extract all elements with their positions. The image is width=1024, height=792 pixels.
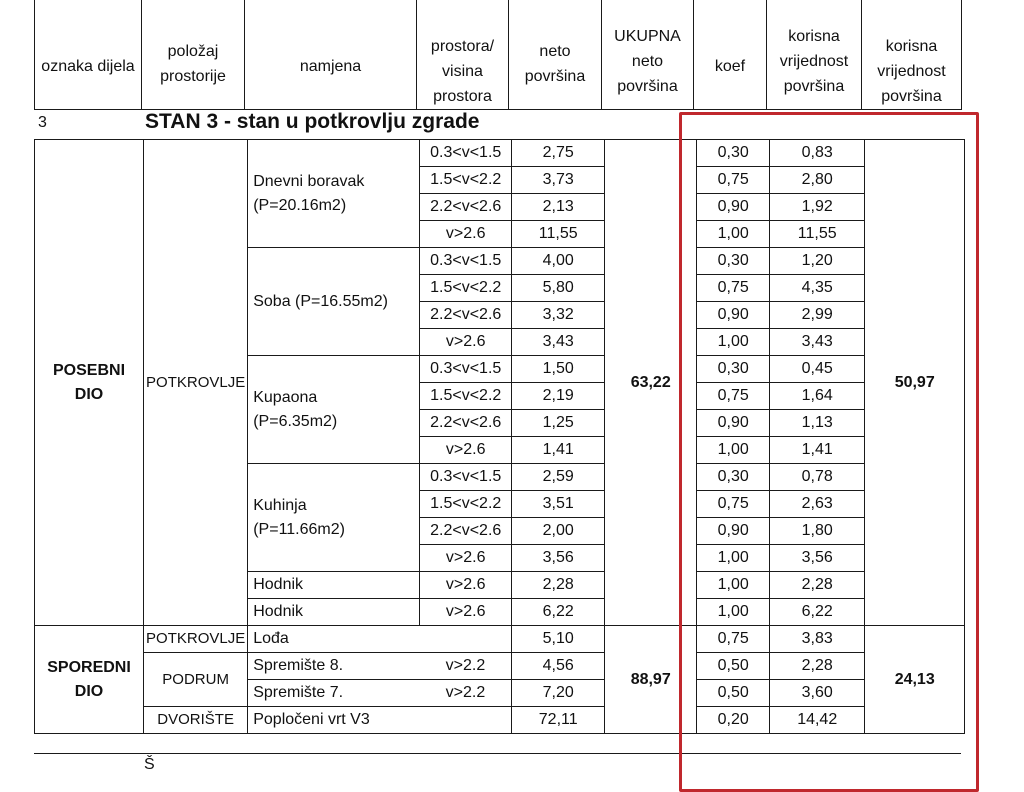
header-neto: neto površina	[509, 0, 602, 110]
korisna-cell: 3,83	[770, 626, 865, 653]
range-cell: v>2.2	[420, 653, 512, 680]
korisna-cell: 0,45	[770, 356, 865, 383]
koef-cell: 1,00	[697, 599, 770, 626]
posebni-total-korisna: 50,97	[865, 140, 965, 626]
header-korisna: korisna vrijednost površina	[767, 0, 862, 110]
koef-cell: 1,00	[697, 572, 770, 599]
table-row	[35, 707, 965, 734]
header-namjena: namjena	[245, 0, 417, 110]
range-cell: 1.5<v<2.2	[420, 167, 512, 194]
neto-cell: 1,41	[512, 437, 605, 464]
neto-cell: 2,00	[512, 518, 605, 545]
neto-cell: 2,59	[512, 464, 605, 491]
room-name: Kupaona (P=6.35m2)	[248, 356, 420, 464]
neto-cell: 4,56	[512, 653, 605, 680]
koef-cell: 0,20	[697, 707, 770, 734]
range-cell: 0.3<v<1.5	[420, 464, 512, 491]
range-cell: 2.2<v<2.6	[420, 194, 512, 221]
header-oznaka: oznaka dijela	[35, 0, 142, 110]
range-cell: 0.3<v<1.5	[420, 248, 512, 275]
range-cell: 0.3<v<1.5	[420, 140, 512, 167]
room-name: Soba (P=16.55m2)	[248, 248, 420, 356]
koef-cell: 0,50	[697, 680, 770, 707]
koef-cell: 0,30	[697, 248, 770, 275]
room-name: Dnevni boravak (P=20.16m2)	[248, 140, 420, 248]
neto-cell: 3,43	[512, 329, 605, 356]
neto-cell: 5,10	[512, 626, 605, 653]
neto-cell: 2,13	[512, 194, 605, 221]
korisna-cell: 1,41	[770, 437, 865, 464]
header-koef: koef	[694, 0, 767, 110]
korisna-cell: 2,99	[770, 302, 865, 329]
koef-cell: 1,00	[697, 545, 770, 572]
koef-cell: 0,30	[697, 356, 770, 383]
range-cell: v>2.2	[420, 680, 512, 707]
range-cell: 0.3<v<1.5	[420, 356, 512, 383]
koef-cell: 0,90	[697, 410, 770, 437]
header-table	[34, 0, 962, 110]
posebni-label: POSEBNI DIO	[35, 140, 144, 626]
neto-cell: 3,56	[512, 545, 605, 572]
korisna-cell: 14,42	[770, 707, 865, 734]
range-cell: 1.5<v<2.2	[420, 275, 512, 302]
koef-cell: 0,75	[697, 275, 770, 302]
neto-cell: 5,80	[512, 275, 605, 302]
neto-cell: 3,32	[512, 302, 605, 329]
korisna-cell: 1,20	[770, 248, 865, 275]
range-cell: v>2.6	[420, 437, 512, 464]
posebni-total-neto: 63,22	[605, 140, 697, 626]
footer-fragment: Š	[144, 756, 155, 773]
range-cell: 1.5<v<2.2	[420, 491, 512, 518]
koef-cell: 0,90	[697, 302, 770, 329]
range-cell: 2.2<v<2.6	[420, 518, 512, 545]
range-cell: v>2.6	[420, 329, 512, 356]
range-cell: 1.5<v<2.2	[420, 383, 512, 410]
korisna-cell: 3,60	[770, 680, 865, 707]
room-name: Lođa	[248, 626, 512, 653]
koef-cell: 0,30	[697, 464, 770, 491]
koef-cell: 1,00	[697, 221, 770, 248]
korisna-cell: 0,83	[770, 140, 865, 167]
header-polozaj: položaj prostorije	[142, 0, 245, 110]
range-cell: v>2.6	[420, 599, 512, 626]
room-name: Kuhinja (P=11.66m2)	[248, 464, 420, 572]
korisna-cell: 2,63	[770, 491, 865, 518]
posebni-location: POTKROVLJE	[144, 140, 248, 626]
neto-cell: 2,19	[512, 383, 605, 410]
koef-cell: 0,90	[697, 518, 770, 545]
header-korisna-ukupna: korisna vrijednost površina	[862, 0, 962, 110]
neto-cell: 1,50	[512, 356, 605, 383]
table-row	[35, 653, 965, 680]
range-cell: v>2.6	[420, 545, 512, 572]
range-cell: v>2.6	[420, 572, 512, 599]
range-cell: 2.2<v<2.6	[420, 302, 512, 329]
neto-cell: 2,75	[512, 140, 605, 167]
table-row	[35, 626, 965, 653]
section-title: STAN 3 - stan u potkrovlju zgrade	[145, 110, 480, 133]
room-name: Spremište 7.	[248, 680, 420, 707]
koef-cell: 0,75	[697, 167, 770, 194]
koef-cell: 0,30	[697, 140, 770, 167]
sporedni-total-neto: 88,97	[605, 626, 697, 734]
korisna-cell: 1,92	[770, 194, 865, 221]
sporedni-total-korisna: 24,13	[865, 626, 965, 734]
koef-cell: 1,00	[697, 329, 770, 356]
neto-cell: 72,11	[512, 707, 605, 734]
room-name: Hodnik	[248, 599, 420, 626]
korisna-cell: 2,80	[770, 167, 865, 194]
neto-cell: 3,73	[512, 167, 605, 194]
neto-cell: 4,00	[512, 248, 605, 275]
korisna-cell: 6,22	[770, 599, 865, 626]
neto-cell: 6,22	[512, 599, 605, 626]
sporedni-location-podrum: PODRUM	[144, 653, 248, 707]
section-number: 3	[38, 114, 47, 131]
neto-cell: 11,55	[512, 221, 605, 248]
area-table	[34, 139, 965, 734]
korisna-cell: 2,28	[770, 653, 865, 680]
range-cell: v>2.6	[420, 221, 512, 248]
korisna-cell: 11,55	[770, 221, 865, 248]
koef-cell: 0,90	[697, 194, 770, 221]
next-row-fragment	[34, 753, 961, 784]
range-cell: 2.2<v<2.6	[420, 410, 512, 437]
table-row	[35, 140, 965, 167]
room-name: Spremište 8.	[248, 653, 420, 680]
koef-cell: 0,50	[697, 653, 770, 680]
header-ukupna: UKUPNA neto površina	[602, 0, 694, 110]
sporedni-location-dvoriste: DVORIŠTE	[144, 707, 248, 734]
koef-cell: 0,75	[697, 383, 770, 410]
neto-cell: 3,51	[512, 491, 605, 518]
korisna-cell: 0,78	[770, 464, 865, 491]
korisna-cell: 3,56	[770, 545, 865, 572]
sporedni-label: SPOREDNI DIO	[35, 626, 144, 734]
korisna-cell: 4,35	[770, 275, 865, 302]
neto-cell: 7,20	[512, 680, 605, 707]
korisna-cell: 1,64	[770, 383, 865, 410]
neto-cell: 1,25	[512, 410, 605, 437]
room-name: Popločeni vrt V3	[248, 707, 512, 734]
korisna-cell: 2,28	[770, 572, 865, 599]
korisna-cell: 1,80	[770, 518, 865, 545]
header-prostor: prostora/ visina prostora	[417, 0, 509, 110]
koef-cell: 0,75	[697, 491, 770, 518]
room-name: Hodnik	[248, 572, 420, 599]
sporedni-location-potkrovlje: POTKROVLJE	[144, 626, 248, 653]
korisna-cell: 1,13	[770, 410, 865, 437]
koef-cell: 0,75	[697, 626, 770, 653]
koef-cell: 1,00	[697, 437, 770, 464]
neto-cell: 2,28	[512, 572, 605, 599]
korisna-cell: 3,43	[770, 329, 865, 356]
